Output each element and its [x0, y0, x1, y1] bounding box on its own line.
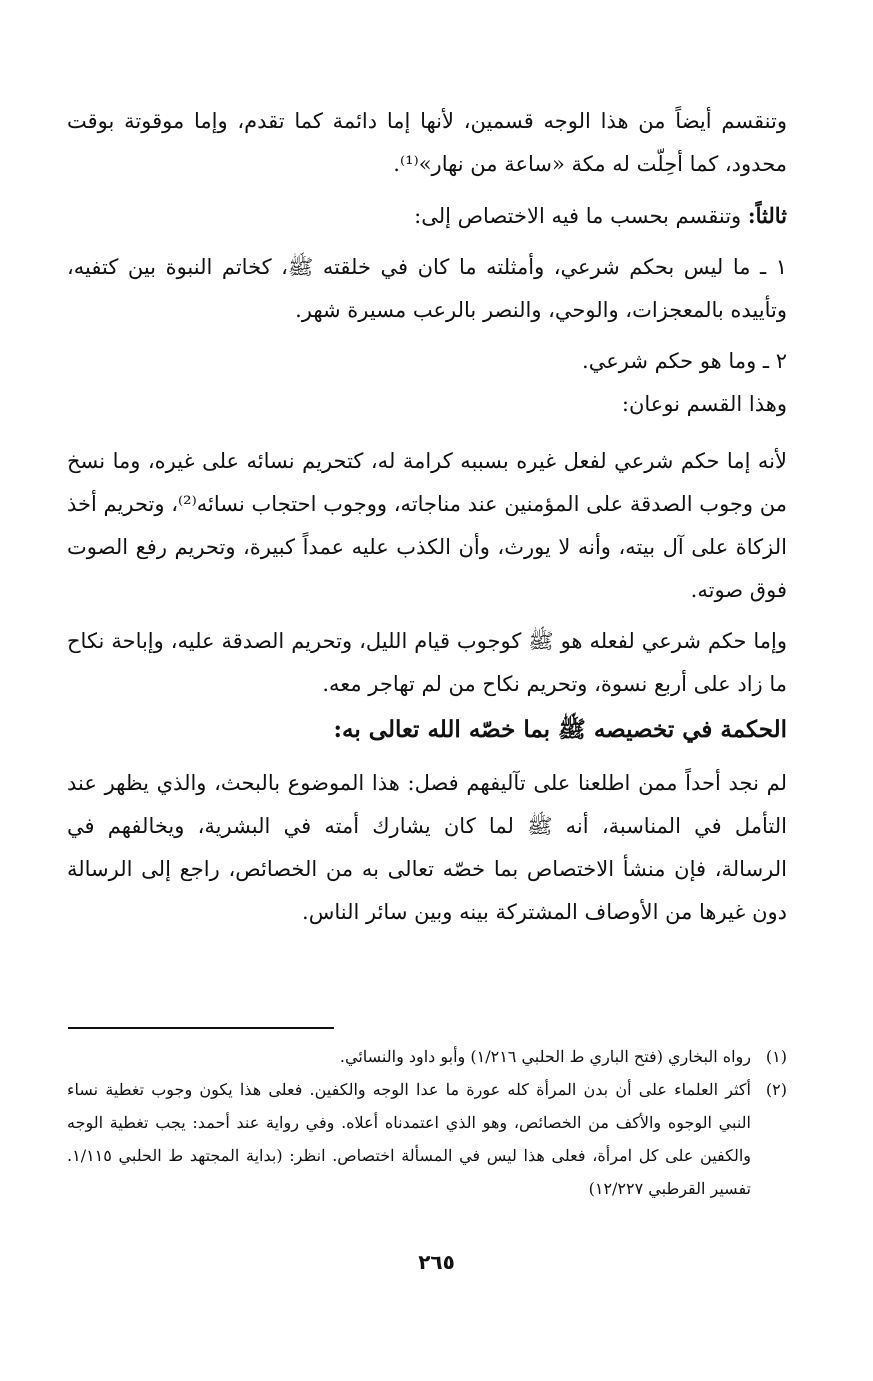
section-heading: الحكمة في تخصيصه ﷺ بما خصّه الله تعالى به:	[333, 716, 787, 743]
paragraph-5: لأنه إما حكم شرعي لفعل غيره بسببه كرامة له، كتحريم نسائه على غيره، وما نسخ من وجوب الصدقة على المؤمنين عند مناجاته، ووجوب احتجاب نسائه⁽²⁾، وتحريم أخذ الزكاة على آل بيته، وأنه لا يورث، وأن الكذب عليه عمداً كبيرة، وتحريم رفع الصوت فوق صوته.	[67, 449, 787, 602]
page-number: ٢٦٥	[418, 1250, 455, 1274]
paragraph-6: وإما حكم شرعي لفعله هو ﷺ كوجوب قيام الليل، وتحريم الصدقة عليه، وإباحة نكاح ما زاد على أربع نسوة، وتحريم نكاح من لم تهاجر معه.	[67, 629, 787, 696]
footnote-2-number: (٢)	[765, 1080, 787, 1099]
footnote-1	[67, 1040, 787, 1073]
footnote-separator	[68, 1027, 334, 1029]
footnote-1-text: رواه البخاري (فتح الباري ط الحلبي ١/٢١٦) وأبو داود والنسائي.	[339, 1047, 751, 1066]
paragraph-2-text: وتنقسم بحسب ما فيه الاختصاص إلى:	[414, 204, 748, 228]
paragraph-2	[67, 194, 787, 238]
paragraph-2-lead: ثالثاً:	[747, 203, 787, 228]
footnote-1-number: (١)	[765, 1047, 787, 1066]
page-body	[67, 100, 787, 934]
paragraph-4-line-1: ٢ ـ وما هو حكم شرعي.	[582, 349, 787, 373]
paragraph-3: ١ ـ ما ليس بحكم شرعي، وأمثلته ما كان في خلقته ﷺ، كخاتم النبوة بين كتفيه، وتأييده بالمعجزات، والوحي، والنصر بالرعب مسيرة شهر.	[67, 255, 787, 322]
footnote-2-text: أكثر العلماء على أن بدن المرأة كله عورة ما عدا الوجه والكفين. فعلى هذا يكون وجوب تغطية نساء النبي الوجوه والأكف من الخصائص، وهو الذي اعتمدناه أعلاه. وفي رواية عند أحمد: يجب تغطية الوجه والكفين على كل امرأة، فعلى هذا ليس في المسألة اختصاص. انظر: (بداية المجتهد ط الحلبي ١/١١٥. تفسير القرطبي ١٢/٢٢٧)	[67, 1080, 751, 1198]
footnotes	[67, 1040, 787, 1205]
paragraph-7: لم نجد أحداً ممن اطلعنا على تآليفهم فصل: هذا الموضوع بالبحث، والذي يظهر عند التأمل في المناسبة، أنه ﷺ لما كان يشارك أمته في البشرية، ويخالفهم في الرسالة، فإن منشأ الاختصاص بما خصّه تعالى به من الخصائص، راجع إلى الرسالة دون غيرها من الأوصاف المشتركة بينه وبين سائر الناس.	[67, 771, 787, 924]
paragraph-1: وتنقسم أيضاً من هذا الوجه قسمين، لأنها إما دائمة كما تقدم، وإما موقوتة بوقت محدود، كما أحِلّت له مكة «ساعة من نهار»⁽¹⁾.	[67, 109, 787, 176]
paragraph-4-line-2: وهذا القسم نوعان:	[621, 392, 787, 416]
footnote-2	[67, 1073, 787, 1205]
